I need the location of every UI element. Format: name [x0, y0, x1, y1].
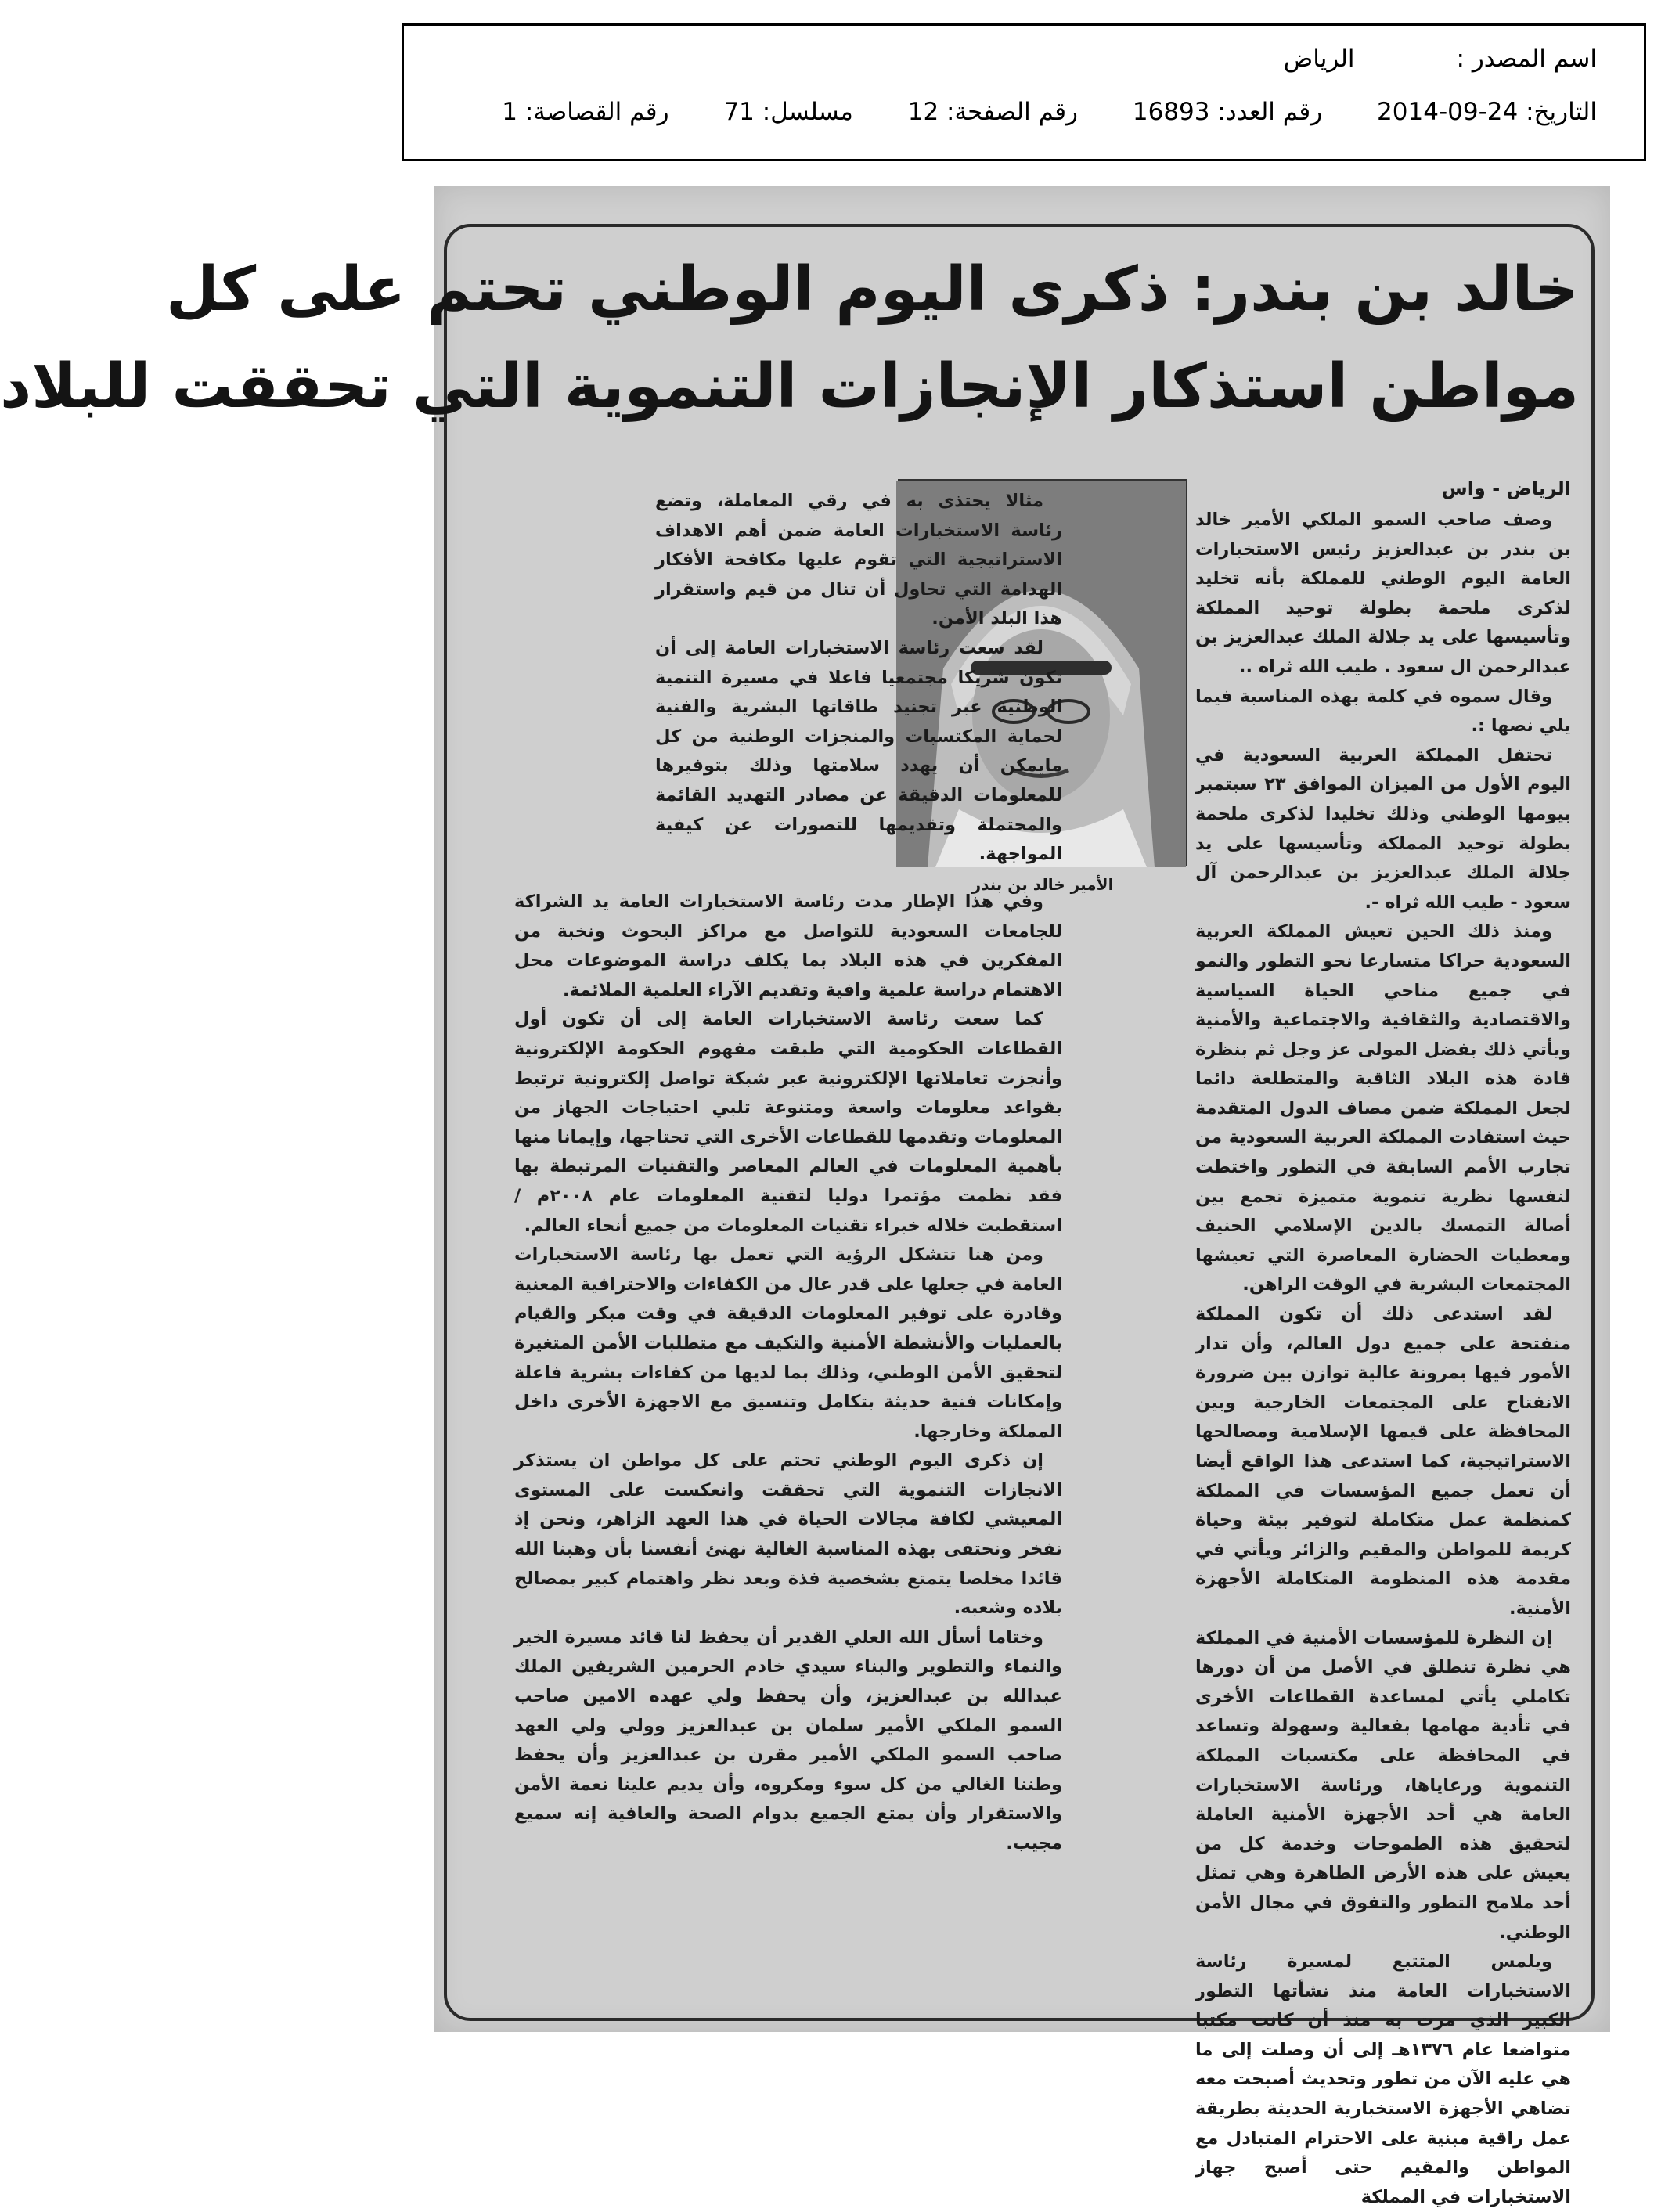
paragraph: وصف صاحب السمو الملكي الأمير خالد بن بندر بن عبدالعزيز رئيس الاستخبارات العامة اليوم الوطني للمملكة بأنه تخليد لذكرى ملحمة بطولة توحيد المملكة وتأسيسها على يد جلالة الملك عبدالعزيز بن عبدالرحمن ال سعود . طيب الله ثراه ..: [1195, 510, 1571, 677]
photo-caption: الأمير خالد بن بندر: [971, 875, 1114, 894]
left-top-column: [655, 487, 1062, 878]
article-headline: [0, 241, 1579, 435]
article-byline: الرياض - واس: [1441, 477, 1571, 499]
paragraph: إن النظرة للمؤسسات الأمنية في المملكة هي نظرة تنطلق في الأصل من أن دورها تكاملي يأتي لمساعدة القطاعات الأخرى في تأدية مهامها بفعالية وسهولة وتساعد في المحافظة على مكتسبات المملكة التنموية ورعاياها، ورئاسة الاستخبارات العامة هي أحد الأجهزة الأمنية العاملة لتحقيق هذه الطموحات وخدمة كل من يعيش على هذه الأرض الطاهرة وهي تمثل أحد ملامح التطور والتفوق في مجال الأمن الوطني.: [1195, 1627, 1571, 1943]
paragraph: ويلمس المتتبع لمسيرة رئاسة الاستخبارات العامة منذ نشأتها التطور الكبير الذي مرت به منذ أن كانت مكتبا متواضعا عام ١٣٧٦هـ إلى أن وصلت إلى ما هي عليه الآن من تطور وتحديث أصبحت معه تضاهي الأجهزة الاستخبارية الحديثة بطريقة عمل راقية مبنية على الاحترام المتبادل مع المواطن والمقيم حتى أصبح جهاز الاستخبارات في المملكة: [1195, 1951, 1571, 2207]
paragraph: إن ذكرى اليوم الوطني تحتم على كل مواطن ان يستذكر الانجازات التنموية التي تحققت وانعكست على المستوى المعيشي لكافة مجالات الحياة في هذا العهد الزاهر، ونحن إذ نفخر ونحتفى بهذه المناسبة الغالية نهنئ أنفسنا بأن وهبنا الله قائدا مخلصا يتمتع بشخصية فذة وبعد نظر واهتمام كبير بمصالح بلاده وشعبه.: [514, 1450, 1062, 1619]
paragraph: مثالا يحتذى به في رقي المعاملة، وتضع رئاسة الاستخبارات العامة ضمن أهم الاهداف الاستراتيجية التي تقوم عليها مكافحة الأفكار الهدامة التي تحاول أن تنال من قيم واستقرار هذا البلد الأمن.: [655, 491, 1062, 629]
source-value: الرياض: [1283, 45, 1355, 73]
date-value: 24-09-2014: [1377, 98, 1519, 126]
issue-label: رقم العدد:: [1217, 98, 1323, 126]
serial-label: مسلسل:: [762, 98, 853, 126]
page-label: رقم الصفحة:: [946, 98, 1079, 126]
paragraph: لقد سعت رئاسة الاستخبارات العامة إلى أن تكون شريكا مجتمعيا فاعلا في مسيرة التنمية الوطنية عبر تجنيد طاقاتها البشرية والفنية لحماية المكتسبات والمنجزات الوطنية من كل مايمكن أن يهدد سلامتها وذلك بتوفيرها للمعلومات الدقيقة عن مصادر التهديد القائمة والمحتملة وتقديمها للتصورات عن كيفية المواجهة.: [655, 637, 1062, 865]
meta-line: [502, 98, 1597, 126]
serial-value: 71: [723, 98, 755, 126]
source-line: [1284, 45, 1597, 73]
paragraph: تحتفل المملكة العربية السعودية في اليوم الأول من الميزان الموافق ٢٣ سبتمبر بيومها الوطني وذلك تخليدا لذكرى ملحمة بطولة توحيد المملكة وتأسيسها على يد جلالة الملك عبدالعزيز بن عبدالرحمن آل سعود - طيب الله ثراه -.: [1195, 744, 1571, 913]
page-value: 12: [907, 98, 939, 126]
paragraph: ومن هنا تتشكل الرؤية التي تعمل بها رئاسة الاستخبارات العامة في جعلها على قدر عال من الكفاءات والاحترافية المعنية وقادرة على توفير المعلومات الدقيقة في وقت مبكر والقيام بالعمليات والأنشطة الأمنية والتكيف مع متطلبات الأمن المتغيرة لتحقيق الأمن الوطني، وذلك بما لديها من كفاءات بشرية فاعلة وإمكانات فنية حديثة بتكامل وتنسيق مع الاجهزة الأخرى داخل المملكة وخارجها.: [514, 1245, 1062, 1442]
newspaper-clipping: [0, 186, 1610, 2207]
headline-line-1: خالد بن بندر: ذكرى اليوم الوطني تحتم على كل: [166, 254, 1579, 325]
paragraph: لقد استدعى ذلك أن تكون المملكة منفتحة على جميع دول العالم، وأن تدار الأمور فيها بمرونة عالية توازن بين ضرورة الانفتاح على المجتمعات الخارجية وبين المحافظة على قيمها الإسلامية ومصالحها الاستراتيجية، كما استدعى هذا الواقع أيضا أن تعمل جميع المؤسسات في المملكة كمنظمة عمل متكاملة لتوفير بيئة وحياة كريمة للمواطن والمقيم والزائر ويأتي في مقدمة هذه المنظومة المتكاملة الأجهزة الأمنية.: [1195, 1304, 1571, 1619]
right-column: [1195, 506, 1571, 2207]
issue-value: 16893: [1132, 98, 1210, 126]
paragraph: ومنذ ذلك الحين تعيش المملكة العربية السعودية حراكا متسارعا نحو التطور والنمو في جميع مناحي الحياة السياسية والاقتصادية والثقافية والاجتماعية والأمنية ويأتي ذلك بفضل المولى عز وجل ثم بنظرة قادة هذه البلاد الثاقبة والمتطلعة دائما لجعل المملكة ضمن مصاف الدول المتقدمة حيث استفادت المملكة العربية السعودية من تجارب الأمم السابقة في التطور واختطت لنفسها نظرية تنموية متميزة تجمع بين أصالة التمسك بالدين الإسلامي الحنيف ومعطيات الحضارة المعاصرة التي تعيشها المجتمعات البشرية في الوقت الراهن.: [1195, 921, 1571, 1295]
clip-value: 1: [502, 98, 517, 126]
clipping-metadata-box: [402, 23, 1646, 161]
clip-label: رقم القصاصة:: [524, 98, 669, 126]
paragraph: وفي هذا الإطار مدت رئاسة الاستخبارات العامة يد الشراكة للجامعات السعودية للتواصل مع مراكز البحوث ونخبة من المفكرين في هذه البلاد بما يكلف دراسة الموضوعات محل الاهتمام دراسة علمية وافية وتقديم الآراء العلمية الملائمة.: [514, 892, 1062, 1000]
source-label: اسم المصدر :: [1456, 45, 1597, 73]
paragraph: وقال سموه في كلمة بهذه المناسبة فيما يلي نصها :.: [1195, 686, 1571, 737]
paragraph: وختاما أسأل الله العلي القدير أن يحفظ لنا قائد مسيرة الخير والنماء والتطوير والبناء سيدي خادم الحرمين الشريفين الملك عبدالله بن عبدالعزيز، وأن يحفظ ولي عهده الامين صاحب السمو الملكي الأمير سلمان بن عبدالعزيز وولي ولي العهد صاحب السمو الملكي الأمير مقرن بن عبدالعزيز وأن يحفظ وطننا الغالي من كل سوء ومكروه، وأن يديم علينا نعمة الأمن والاستقرار وأن يمتع الجميع بدوام الصحة والعافية إنه سميع مجيب.: [514, 1627, 1062, 1854]
paragraph: كما سعت رئاسة الاستخبارات العامة إلى أن تكون أول القطاعات الحكومية التي طبقت مفهوم الحكومة الإلكترونية وأنجزت تعاملاتها الإلكترونية عبر شبكة تواصل إلكترونية ترتبط بقواعد معلومات واسعة ومتنوعة تلبي احتياجات الجهاز من المعلومات وتقدمها للقطاعات الأخرى التي تحتاجها، وإيمانا منها بأهمية المعلومات في العالم المعاصر والتقنيات المرتبطة بها فقد نظمت مؤتمرا دوليا لتقنية المعلومات عام ٢٠٠٨م / استقطبت خلاله خبراء تقنيات المعلومات من جميع أنحاء العالم.: [514, 1009, 1062, 1236]
left-column: [514, 888, 1062, 1976]
headline-line-2: مواطن استذكار الإنجازات التنموية التي تحققت للبلاد: [0, 351, 1579, 422]
date-label: التاريخ:: [1526, 98, 1597, 126]
